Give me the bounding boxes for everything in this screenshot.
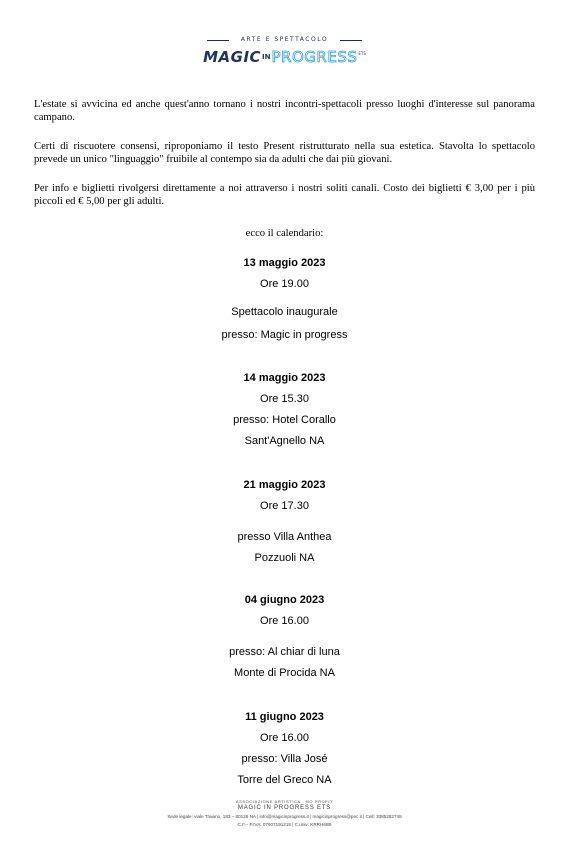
tickets-info-paragraph: Per info e biglietti rivolgersi direttamente a noi attraverso i nostri soliti canali. Costo dei biglietti € 3,00 per i più piccoli ed € 5,00 per gli adulti. bbox=[34, 183, 535, 207]
event-date: 21 maggio 2023 bbox=[243, 479, 326, 491]
event-date: 11 giugno 2023 bbox=[245, 711, 324, 723]
event-detail: Spettacolo inaugurale bbox=[231, 306, 338, 318]
event-time: Ore 16.00 bbox=[260, 732, 309, 744]
footer-contacts: Sede legale: viale Traiano, 183 – 80126 NA | info@magicinprogress.it | magicinprogress@pec.it | Cell: 3385282749 bbox=[167, 814, 402, 819]
logo-wordmark bbox=[0, 46, 569, 66]
event-venue: presso: Hotel Corallo bbox=[233, 414, 336, 426]
brand-logo bbox=[0, 28, 569, 66]
calendar-intro: ecco il calendario: bbox=[245, 228, 324, 239]
event-venue: presso: Magic in progress bbox=[221, 329, 348, 341]
event-time: Ore 16.00 bbox=[260, 615, 309, 627]
event-venue: presso: Al chiar di luna bbox=[229, 646, 340, 658]
logo-in-text: IN bbox=[262, 53, 271, 61]
show-description-paragraph: Certi di riscuotere consensi, riproponiamo il testo Present ristrutturato nella sua estetica. Stavolta lo spettacolo prevede un unico "linguaggio" fruibile al contempo sia da adulti che dai più giovani. bbox=[34, 141, 535, 165]
logo-magic-text: MAGIC bbox=[203, 48, 262, 66]
intro-paragraph: L'estate si avvicina ed anche quest'anno tornano i nostri incontri-spettacoli presso luoghi d'interesse sul panorama campano. bbox=[34, 99, 535, 123]
event-date: 13 maggio 2023 bbox=[243, 257, 326, 269]
event-location: Monte di Procida NA bbox=[234, 667, 335, 679]
event-time: Ore 15.30 bbox=[260, 393, 309, 405]
footer-association-type: ASSOCIAZIONE ARTISTICA - NO PROFIT bbox=[235, 799, 334, 804]
event-date: 04 giugno 2023 bbox=[244, 594, 325, 606]
event-venue: presso: Villa José bbox=[241, 753, 328, 765]
event-location: Pozzuoli NA bbox=[254, 552, 315, 564]
footer-tax-info: C.F.– P.IVA: 07607191215 | C.univ: KRRH6B9 bbox=[237, 822, 332, 827]
event-time: Ore 17.30 bbox=[260, 500, 309, 512]
footer-org-name: MAGIC IN PROGRESS ETS bbox=[237, 805, 332, 811]
logo-progress-text: PROGRESS bbox=[271, 48, 358, 66]
logo-ets-text: ETS bbox=[358, 51, 366, 56]
logo-tagline: ARTE E SPETTACOLO bbox=[229, 36, 340, 43]
event-location: Torre del Greco NA bbox=[237, 774, 332, 786]
event-venue: presso Villa Anthea bbox=[237, 531, 332, 543]
event-time: Ore 19.00 bbox=[260, 278, 309, 290]
event-location: Sant'Agnello NA bbox=[244, 435, 325, 447]
event-date: 14 maggio 2023 bbox=[243, 372, 326, 384]
